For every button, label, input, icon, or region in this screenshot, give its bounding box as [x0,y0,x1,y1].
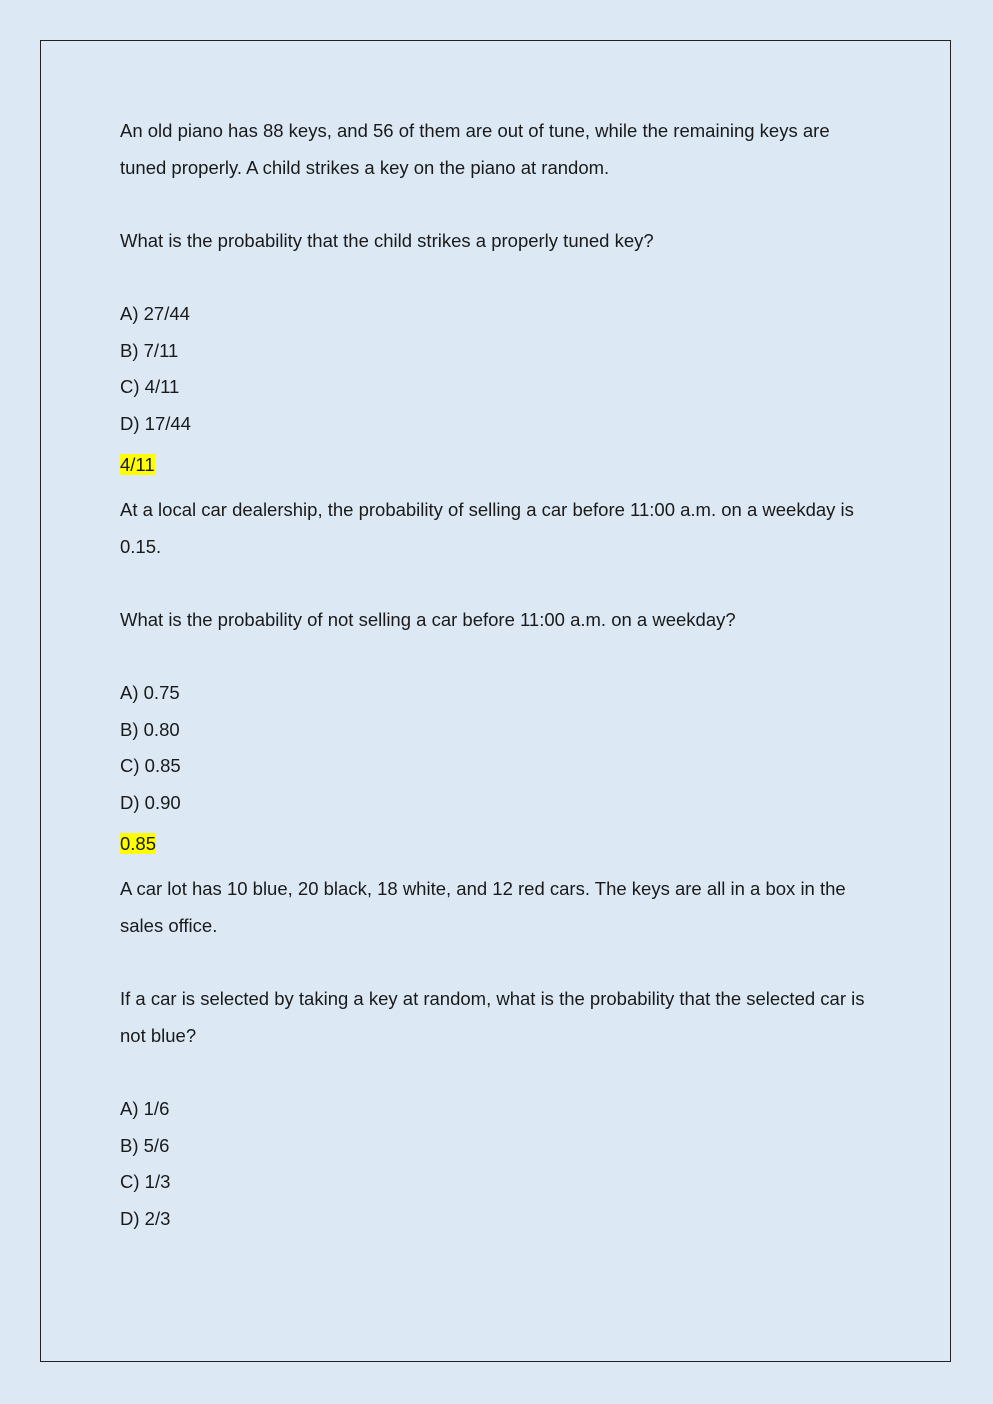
question-text: What is the probability of not selling a car before 11:00 a.m. on a weekday? [120,609,736,630]
question-text: If a car is selected by taking a key at random, what is the probability that the selected car is not blue? [120,988,865,1046]
question-text: What is the probability that the child strikes a properly tuned key? [120,230,654,251]
question-context: At a local car dealership, the probability of selling a car before 11:00 a.m. on a weekday is 0.15. [120,499,854,557]
option-a: A) 0.75 [120,682,180,703]
option-a: A) 27/44 [120,303,190,324]
question-context: An old piano has 88 keys, and 56 of them are out of tune, while the remaining keys are tuned properly. A child strikes a key on the piano at random. [120,120,830,178]
option-a: A) 1/6 [120,1098,170,1119]
document-content [120,112,870,1236]
option-b: B) 7/11 [120,339,179,361]
option-b: B) 5/6 [120,1134,170,1156]
question-block-2 [120,491,870,870]
option-d: D) 17/44 [120,412,191,434]
highlighted-answer: 4/11 [120,454,155,475]
option-d: D) 0.90 [120,791,181,813]
option-d: D) 2/3 [120,1207,171,1229]
option-c: C) 4/11 [120,376,180,397]
option-c: C) 1/3 [120,1171,171,1192]
question-block-3 [120,870,870,1236]
highlighted-answer: 0.85 [120,833,157,854]
question-context: A car lot has 10 blue, 20 black, 18 white, and 12 red cars. The keys are all in a box in the sales office. [120,878,846,936]
question-block-1 [120,112,870,491]
option-b: B) 0.80 [120,718,180,740]
option-c: C) 0.85 [120,755,181,776]
